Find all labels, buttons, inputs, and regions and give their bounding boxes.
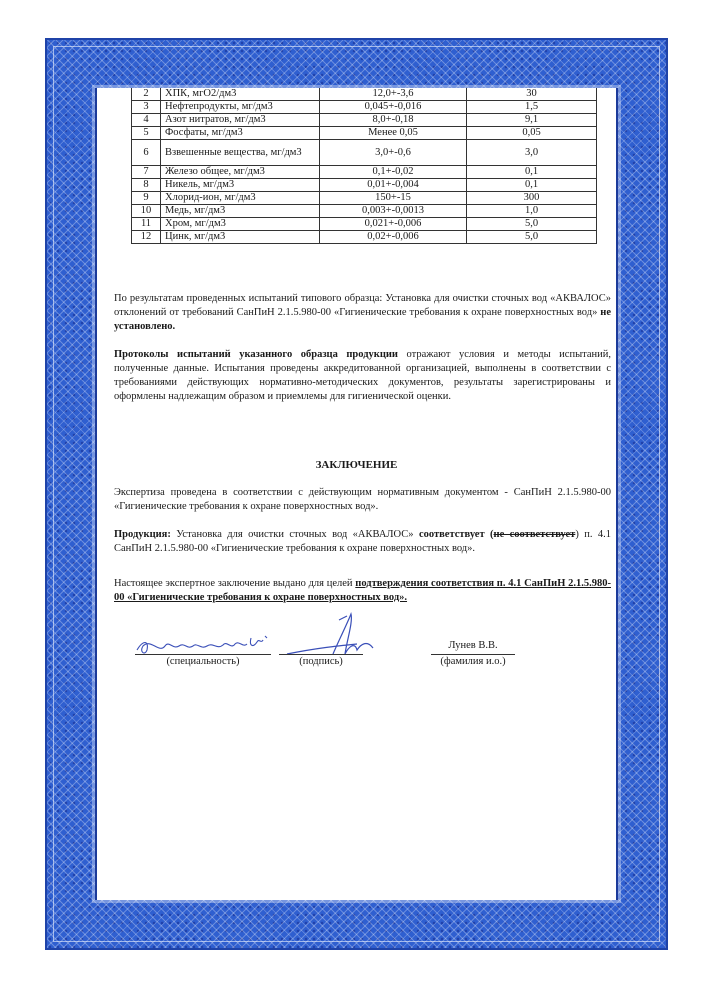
row-number: 8 — [132, 179, 161, 192]
table-row — [132, 231, 597, 244]
specialty-caption: (специальность) — [166, 656, 240, 667]
norm-value: 300 — [467, 192, 597, 205]
results-paragraph-verdict: не установлено. — [114, 307, 611, 332]
norm-value: 5,0 — [467, 218, 597, 231]
table-row — [132, 140, 597, 166]
indicator-name: Цинк, мг/дм3 — [161, 231, 320, 244]
table-row — [132, 88, 597, 101]
table-row — [132, 205, 597, 218]
signature-caption: (подпись) — [299, 656, 343, 667]
measured-value: 0,021+-0,006 — [320, 218, 467, 231]
table-row — [132, 101, 597, 114]
product-struck-option: не соответствует — [493, 529, 576, 540]
indicator-name: ХПК, мгО2/дм3 — [161, 88, 320, 101]
expertise-paragraph: Экспертиза проведена в соответствии с действующим нормативным документом - СанПиН 2.1.5.980-00 «Гигиенические требования к охране поверхностных вод». — [114, 487, 611, 512]
norm-value: 0,1 — [467, 166, 597, 179]
purpose-paragraph — [114, 577, 611, 605]
conclusion-heading: ЗАКЛЮЧЕНИЕ — [315, 459, 398, 471]
results-table — [131, 88, 597, 244]
row-number: 4 — [132, 114, 161, 127]
name-value: Лунев В.В. — [448, 640, 498, 651]
indicator-name: Азот нитратов, мг/дм3 — [161, 114, 320, 127]
row-number: 9 — [132, 192, 161, 205]
indicator-name: Хром, мг/дм3 — [161, 218, 320, 231]
name-caption: (фамилия и.о.) — [440, 656, 506, 667]
results-table-body — [132, 88, 597, 244]
protocols-paragraph — [114, 348, 611, 404]
indicator-name: Нефтепродукты, мг/дм3 — [161, 101, 320, 114]
indicator-name: Никель, мг/дм3 — [161, 179, 320, 192]
table-row — [132, 179, 597, 192]
table-row — [132, 127, 597, 140]
row-number: 7 — [132, 166, 161, 179]
norm-value: 0,05 — [467, 127, 597, 140]
measured-value: 150+-15 — [320, 192, 467, 205]
product-verdict: соответствует — [418, 529, 485, 540]
signature-block — [97, 628, 616, 688]
results-paragraph-text: По результатам проведенных испытаний типового образца: Установка для очистки сточных вод «АКВАЛОС» отклонений от требований СанПиН 2.1.5.980-00 «Гигиенические требования к охране поверхностных вод» — [114, 293, 611, 318]
name-line — [431, 654, 515, 655]
row-number: 3 — [132, 101, 161, 114]
measured-value: Менее 0,05 — [320, 127, 467, 140]
specialty-line — [135, 654, 271, 655]
measured-value: 0,1+-0,02 — [320, 166, 467, 179]
measured-value: 0,01+-0,004 — [320, 179, 467, 192]
measured-value: 12,0+-3,6 — [320, 88, 467, 101]
table-row — [132, 192, 597, 205]
product-paren-open: ( — [484, 529, 494, 540]
results-paragraph — [114, 292, 611, 334]
measured-value: 3,0+-0,6 — [320, 140, 467, 166]
indicator-name: Железо общее, мг/дм3 — [161, 166, 320, 179]
norm-value: 1,5 — [467, 101, 597, 114]
norm-value: 0,1 — [467, 179, 597, 192]
table-row — [132, 114, 597, 127]
row-number: 12 — [132, 231, 161, 244]
indicator-name: Медь, мг/дм3 — [161, 205, 320, 218]
row-number: 11 — [132, 218, 161, 231]
norm-value: 5,0 — [467, 231, 597, 244]
document-page — [97, 88, 616, 900]
purpose-statement: подтверждения соответствия п. 4.1 СанПиН 2.1.5.980-00 «Гигиенические требования к охране поверхностных вод». — [114, 578, 611, 603]
table-row — [132, 218, 597, 231]
measured-value: 0,003+-0,0013 — [320, 205, 467, 218]
measured-value: 8,0+-0,18 — [320, 114, 467, 127]
product-text-end: ) п. 4.1 СанПиН 2.1.5.980-00 «Гигиенические требования к охране поверхностных вод». — [114, 529, 611, 554]
product-label: Продукция: — [114, 529, 171, 540]
product-paragraph — [114, 528, 611, 556]
signature-line — [279, 654, 363, 655]
norm-value: 3,0 — [467, 140, 597, 166]
measured-value: 0,02+-0,006 — [320, 231, 467, 244]
indicator-name: Хлорид-ион, мг/дм3 — [161, 192, 320, 205]
table-row — [132, 166, 597, 179]
row-number: 5 — [132, 127, 161, 140]
measured-value: 0,045+-0,016 — [320, 101, 467, 114]
protocols-paragraph-text: отражают условия и методы испытаний, полученные данные. Испытания проведены аккредитованной организацией, выполнены в соответствии с требованиями действующих нормативно-методических документов, результаты зарегистрированы и оформлены надлежащим образом и приемлемы для гигиенической оценки. — [114, 349, 611, 402]
indicator-name: Взвешенные вещества, мг/дм3 — [161, 140, 320, 166]
indicator-name: Фосфаты, мг/дм3 — [161, 127, 320, 140]
row-number: 10 — [132, 205, 161, 218]
product-text: Установка для очистки сточных вод «АКВАЛОС» — [170, 529, 419, 540]
purpose-text: Настоящее экспертное заключение выдано для целей — [114, 578, 356, 589]
protocols-paragraph-lead: Протоколы испытаний указанного образца продукции — [114, 349, 398, 360]
norm-value: 30 — [467, 88, 597, 101]
norm-value: 9,1 — [467, 114, 597, 127]
row-number: 2 — [132, 88, 161, 101]
row-number: 6 — [132, 140, 161, 166]
norm-value: 1,0 — [467, 205, 597, 218]
